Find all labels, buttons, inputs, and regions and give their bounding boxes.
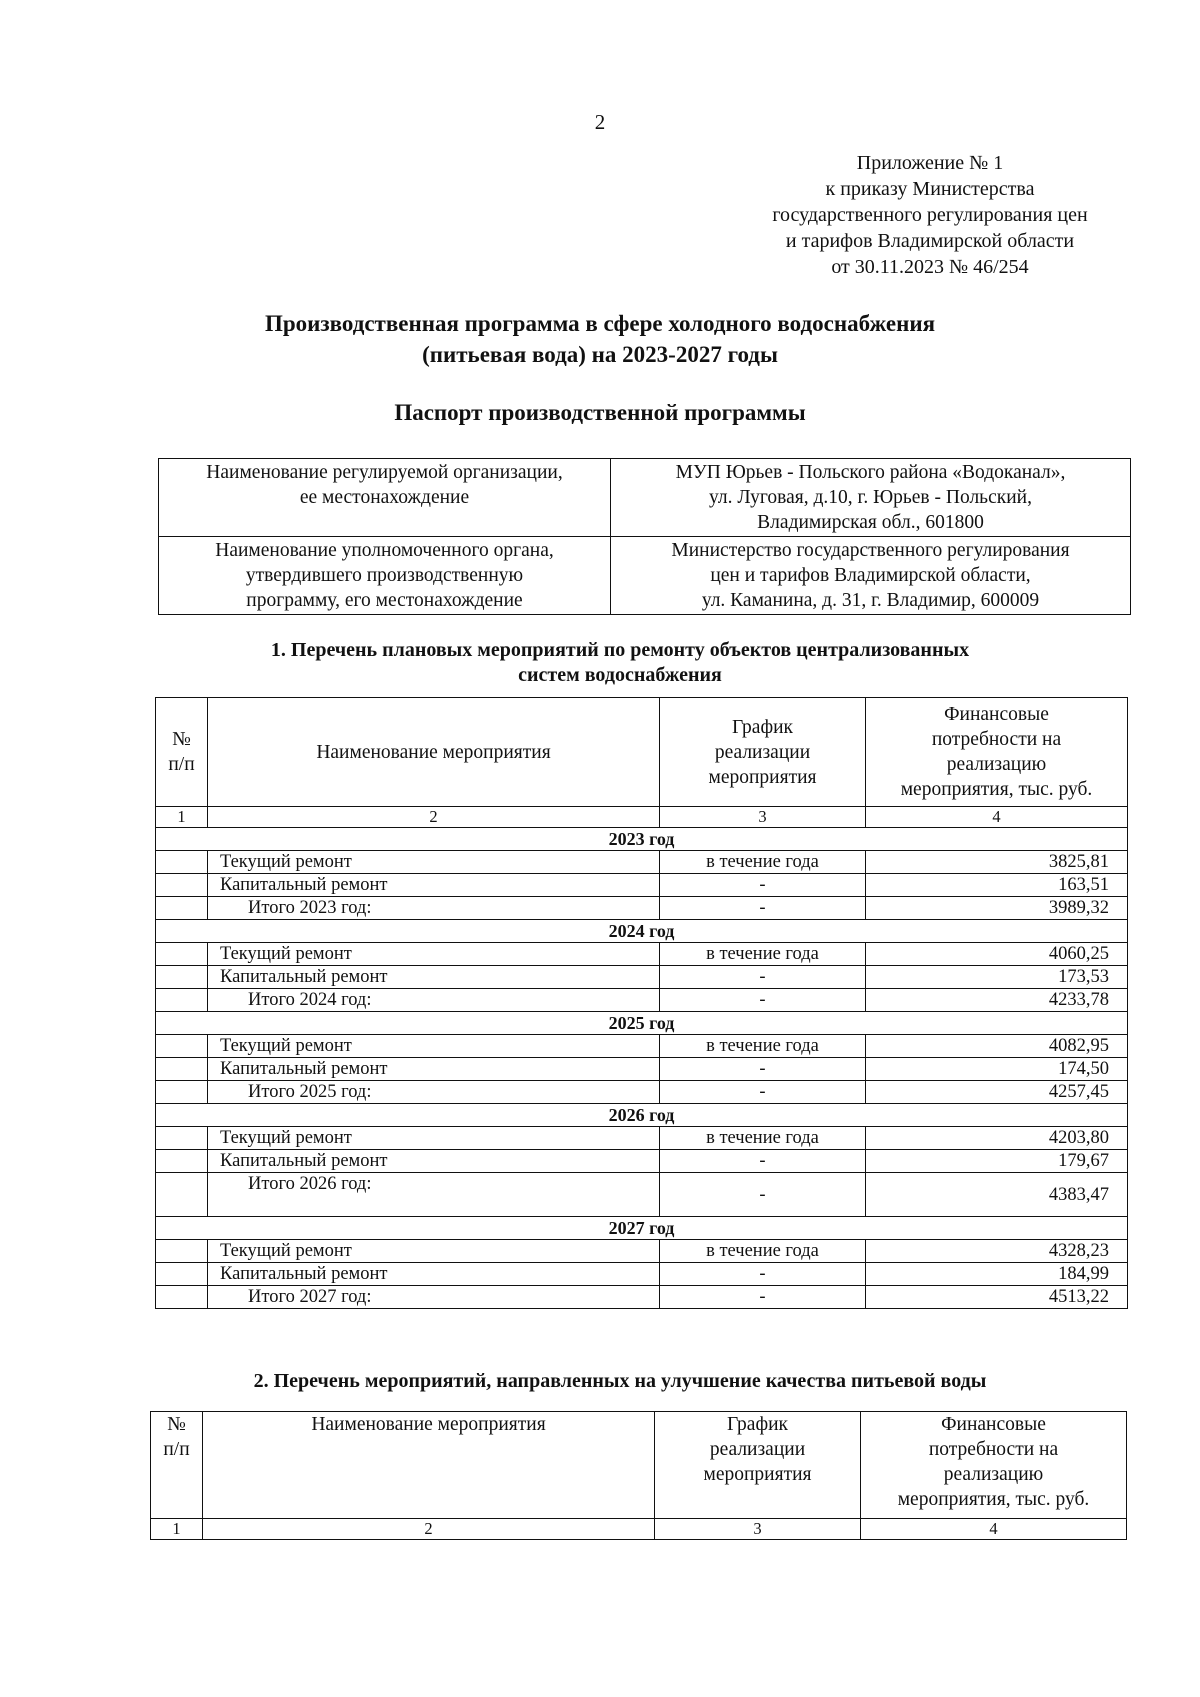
table-row <box>156 966 1128 989</box>
text-line: ул. Каманина, д. 31, г. Владимир, 600009 <box>701 590 1040 611</box>
appendix-line: Приложение № 1 <box>856 152 1004 174</box>
water-quality-table <box>150 1411 1127 1540</box>
cell-name: Итого 2027 год: <box>208 1286 660 1309</box>
header-text: потребности на <box>928 1439 1059 1460</box>
text-line: Владимирская обл., 601800 <box>757 512 984 533</box>
column-index: 4 <box>861 1519 1127 1540</box>
cell-schedule: - <box>660 989 866 1012</box>
year-row <box>156 828 1128 851</box>
cell-name: Текущий ремонт <box>208 1240 660 1263</box>
year-row <box>156 1217 1128 1240</box>
cell-schedule: - <box>660 1263 866 1286</box>
cell-num <box>156 1035 208 1058</box>
column-index-row <box>156 807 1128 828</box>
appendix-line: к приказу Министерства <box>825 178 1035 200</box>
header-text: реализацию <box>943 1464 1044 1485</box>
year-label: 2027 год <box>156 1217 1128 1240</box>
cell-name: Текущий ремонт <box>208 1035 660 1058</box>
title-line: Производственная программа в сфере холодного водоснабжения <box>264 311 936 336</box>
text-line: Министерство государственного регулирования <box>671 540 1070 561</box>
cell-amount: 4328,23 <box>866 1240 1128 1263</box>
cell-amount: 4383,47 <box>866 1173 1128 1217</box>
cell-num <box>156 897 208 920</box>
table-row <box>156 1173 1128 1217</box>
table-row <box>156 1286 1128 1309</box>
header-text: Финансовые <box>941 1414 1046 1435</box>
cell-amount: 184,99 <box>866 1263 1128 1286</box>
table-row <box>156 897 1128 920</box>
year-row <box>156 1012 1128 1035</box>
cell-name: Текущий ремонт <box>208 1127 660 1150</box>
text-line: ул. Луговая, д.10, г. Юрьев - Польский, <box>709 487 1032 508</box>
cell-num <box>156 1286 208 1309</box>
cell-schedule: - <box>660 897 866 920</box>
cell-name: Капитальный ремонт <box>208 966 660 989</box>
passport-row <box>159 537 1131 615</box>
page-number: 2 <box>594 110 606 134</box>
cell-num <box>156 943 208 966</box>
cell-amount: 3989,32 <box>866 897 1128 920</box>
header-text: № <box>172 729 191 750</box>
column-index: 2 <box>208 807 660 828</box>
cell-schedule: - <box>660 1081 866 1104</box>
cell-schedule: в течение года <box>660 1035 866 1058</box>
table-row <box>156 1058 1128 1081</box>
passport-row <box>159 459 1131 537</box>
cell-num <box>156 1058 208 1081</box>
cell-name: Капитальный ремонт <box>208 1150 660 1173</box>
cell-name: Текущий ремонт <box>208 943 660 966</box>
appendix-line: и тарифов Владимирской области <box>785 230 1075 252</box>
section2-title: 2. Перечень мероприятий, направленных на улучшение качества питьевой воды <box>253 1370 987 1392</box>
column-index: 1 <box>151 1519 203 1540</box>
column-index: 3 <box>655 1519 861 1540</box>
text-line: утвердившего производственную <box>245 565 524 586</box>
header-name: Наименование мероприятия <box>203 1412 655 1519</box>
cell-num <box>156 1127 208 1150</box>
section1-title <box>120 638 1120 688</box>
table-row <box>156 989 1128 1012</box>
year-label: 2026 год <box>156 1104 1128 1127</box>
year-label: 2025 год <box>156 1012 1128 1035</box>
cell-schedule: в течение года <box>660 851 866 874</box>
text-line: МУП Юрьев - Польского района «Водоканал», <box>675 462 1066 483</box>
passport-label <box>159 537 611 615</box>
year-row <box>156 1104 1128 1127</box>
passport-label <box>159 459 611 537</box>
table-row <box>156 1035 1128 1058</box>
cell-name: Капитальный ремонт <box>208 1058 660 1081</box>
column-index-row <box>151 1519 1127 1540</box>
table-row <box>156 943 1128 966</box>
appendix-line: от 30.11.2023 № 46/254 <box>831 256 1029 278</box>
cell-amount: 173,53 <box>866 966 1128 989</box>
cell-name: Итого 2024 год: <box>208 989 660 1012</box>
cell-name: Капитальный ремонт <box>208 874 660 897</box>
cell-name: Итого 2025 год: <box>208 1081 660 1104</box>
table-row <box>156 1240 1128 1263</box>
cell-num <box>156 1173 208 1217</box>
year-label: 2024 год <box>156 920 1128 943</box>
text-line: ее местонахождение <box>299 487 470 508</box>
cell-name: Текущий ремонт <box>208 851 660 874</box>
cell-schedule: - <box>660 874 866 897</box>
text-line: Наименование регулируемой организации, <box>206 462 563 483</box>
cell-num <box>156 1263 208 1286</box>
passport-title: Паспорт производственной программы <box>394 400 806 425</box>
repair-plan-table <box>155 697 1128 1309</box>
cell-amount: 4513,22 <box>866 1286 1128 1309</box>
cell-num <box>156 966 208 989</box>
header-text: п/п <box>163 1439 190 1460</box>
cell-num <box>156 1081 208 1104</box>
passport-table <box>158 458 1131 615</box>
column-index: 1 <box>156 807 208 828</box>
table-row <box>156 874 1128 897</box>
header-text: Финансовые <box>944 704 1049 725</box>
cell-name: Итого 2026 год: <box>208 1173 660 1217</box>
title-line: (питьевая вода) на 2023-2027 годы <box>422 342 778 367</box>
title-line: 1. Перечень плановых мероприятий по ремонту объектов централизованных <box>270 639 970 661</box>
title-line: систем водоснабжения <box>518 664 722 686</box>
header-num <box>151 1412 203 1519</box>
appendix-line: государственного регулирования цен <box>772 204 1088 226</box>
passport-value <box>611 537 1131 615</box>
cell-amount: 4203,80 <box>866 1127 1128 1150</box>
header-text: п/п <box>168 754 195 775</box>
text-line: цен и тарифов Владимирской области, <box>710 565 1031 586</box>
cell-schedule: в течение года <box>660 1240 866 1263</box>
header-text: реализацию <box>946 754 1047 775</box>
cell-schedule: в течение года <box>660 943 866 966</box>
cell-schedule: в течение года <box>660 1127 866 1150</box>
cell-schedule: - <box>660 1173 866 1217</box>
cell-amount: 3825,81 <box>866 851 1128 874</box>
table-row <box>156 1127 1128 1150</box>
header-name: Наименование мероприятия <box>208 698 660 807</box>
table-header-row <box>156 698 1128 807</box>
cell-num <box>156 851 208 874</box>
cell-name: Капитальный ремонт <box>208 1263 660 1286</box>
header-text: мероприятия, тыс. руб. <box>897 1489 1090 1510</box>
header-text: реализации <box>714 741 811 763</box>
cell-amount: 4060,25 <box>866 943 1128 966</box>
appendix-block <box>700 150 1160 280</box>
header-text: График <box>732 716 793 738</box>
cell-amount: 4257,45 <box>866 1081 1128 1104</box>
table-row <box>156 851 1128 874</box>
cell-num <box>156 874 208 897</box>
header-finance <box>866 698 1128 807</box>
header-text: мероприятия, тыс. руб. <box>900 779 1093 800</box>
table-row <box>156 1150 1128 1173</box>
cell-num <box>156 1240 208 1263</box>
column-index: 3 <box>660 807 866 828</box>
header-text: № <box>167 1414 186 1435</box>
year-label: 2023 год <box>156 828 1128 851</box>
header-text: потребности на <box>931 729 1062 750</box>
cell-num <box>156 989 208 1012</box>
table-header-row <box>151 1412 1127 1519</box>
text-line: Наименование уполномоченного органа, <box>215 540 554 561</box>
cell-schedule: - <box>660 1150 866 1173</box>
header-num <box>156 698 208 807</box>
header-text: реализации <box>709 1439 806 1460</box>
header-finance <box>861 1412 1127 1519</box>
cell-schedule: - <box>660 1058 866 1081</box>
table-row <box>156 1081 1128 1104</box>
document-title <box>150 308 1050 370</box>
header-text: График <box>727 1414 788 1435</box>
header-text: мероприятия <box>708 766 817 788</box>
cell-amount: 174,50 <box>866 1058 1128 1081</box>
cell-schedule: - <box>660 1286 866 1309</box>
cell-schedule: - <box>660 966 866 989</box>
table-row <box>156 1263 1128 1286</box>
year-row <box>156 920 1128 943</box>
cell-amount: 4233,78 <box>866 989 1128 1012</box>
cell-amount: 179,67 <box>866 1150 1128 1173</box>
cell-num <box>156 1150 208 1173</box>
passport-value <box>611 459 1131 537</box>
cell-amount: 4082,95 <box>866 1035 1128 1058</box>
column-index: 2 <box>203 1519 655 1540</box>
column-index: 4 <box>866 807 1128 828</box>
header-text: мероприятия <box>703 1464 812 1485</box>
header-schedule <box>660 698 866 807</box>
text-line: программу, его местонахождение <box>246 590 523 611</box>
header-schedule <box>655 1412 861 1519</box>
cell-amount: 163,51 <box>866 874 1128 897</box>
cell-name: Итого 2023 год: <box>208 897 660 920</box>
